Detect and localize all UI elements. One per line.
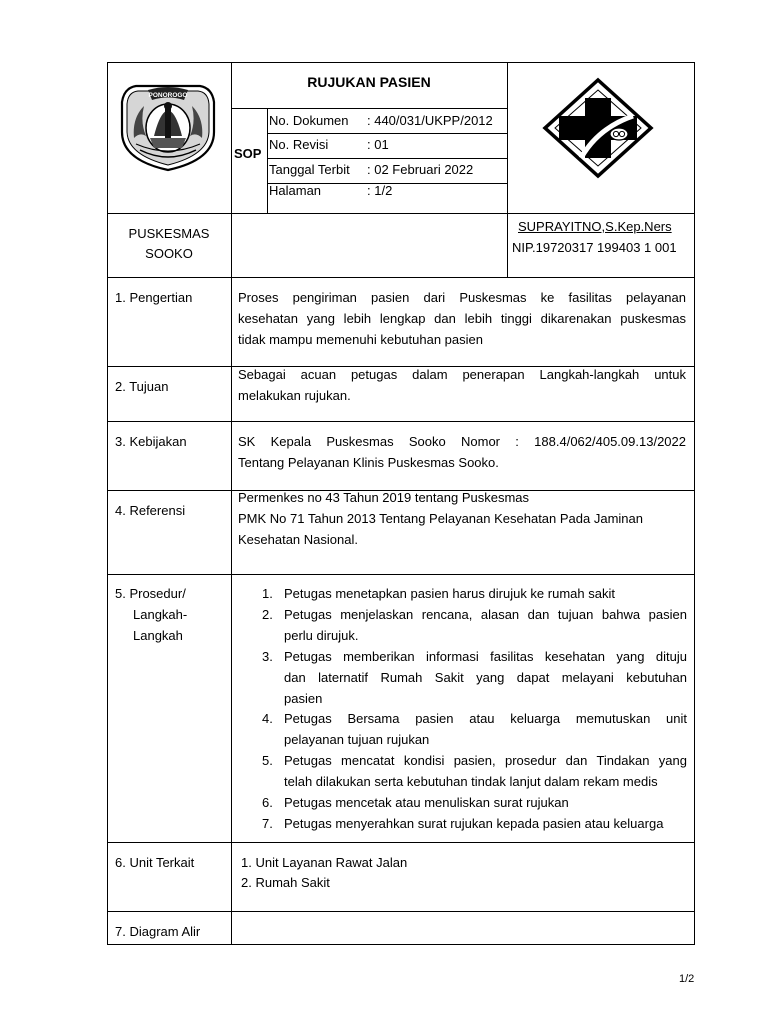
page-number: 1/2 [679, 973, 695, 985]
meta-label-revision: No. Revisi [269, 137, 329, 152]
document-title: RUJUKAN PASIEN [307, 74, 431, 90]
kebijakan-line-2: Tentang Pelayanan Klinis Puskesmas Sooko. [238, 455, 499, 470]
section-label-prosedur-line2: Langkah- [133, 607, 188, 622]
step-line: perlu dirujuk. [284, 628, 359, 643]
meta-value-document-number: : 440/031/UKPP/2012 [367, 113, 493, 128]
step-line: dan laternatif Rumah Sakit yang dapat melayani kebutuhan [284, 670, 687, 685]
meta-label-page: Halaman [269, 183, 322, 198]
referensi-line-1: Permenkes no 43 Tahun 2019 tentang Puskesmas [238, 490, 530, 505]
section-label-unit-terkait: 6. Unit Terkait [115, 855, 195, 870]
tujuan-line-1: Sebagai acuan petugas dalam penerapan Langkah-langkah untuk [238, 367, 686, 382]
pengertian-line-1: Proses pengiriman pasien dari Puskesmas ke fasilitas pelayanan [238, 290, 686, 305]
step-line: Petugas memberikan informasi fasilitas kesehatan yang dituju [284, 649, 687, 664]
step-number: 5. [262, 753, 273, 768]
ponorogo-emblem-logo [118, 80, 218, 172]
step-number: 4. [262, 711, 273, 726]
step-line: Petugas menyerahkan surat rujukan kepada pasien atau keluarga [284, 816, 664, 831]
step-line: pasien [284, 691, 323, 706]
logo-text: PONOROGO [148, 92, 188, 99]
section-label-tujuan: 2. Tujuan [115, 379, 169, 394]
step-line: pelayanan tujuan rujukan [284, 732, 430, 747]
section-label-pengertian: 1. Pengertian [115, 290, 193, 305]
step-number: 2. [262, 607, 273, 622]
signer-name: SUPRAYITNO,S.Kep.Ners [518, 219, 672, 234]
step-number: 7. [262, 816, 273, 831]
section-label-diagram-alir: 7. Diagram Alir [115, 924, 201, 939]
step-number: 1. [262, 586, 273, 601]
step-line: telah dilakukan serta kebutuhan tindak lanjut dalam rekam medis [284, 774, 658, 789]
section-label-referensi: 4. Referensi [115, 503, 186, 518]
org-name-line1: PUSKESMAS [128, 226, 210, 241]
section-label-prosedur: 5. Prosedur/ [115, 586, 186, 601]
pengertian-line-3: tidak mampu memenuhi kebutuhan pasien [238, 332, 483, 347]
step-line: Petugas mencetak atau menuliskan surat rujukan [284, 795, 569, 810]
sop-label: SOP [234, 146, 262, 161]
step-line: Petugas mencatat kondisi pasien, prosedur dan Tindakan yang [284, 753, 687, 768]
kebijakan-line-1: SK Kepala Puskesmas Sooko Nomor : 188.4/062/405.09.13/2022 [238, 434, 686, 449]
step-line: Petugas menjelaskan rencana, alasan dan tujuan bahwa pasien [284, 607, 687, 622]
step-line: Petugas Bersama pasien atau keluarga memutuskan unit [284, 711, 687, 726]
pengertian-line-2: kesehatan yang lebih lengkap dan lebih tinggi dikarenakan puskesmas [238, 311, 686, 326]
step-number: 3. [262, 649, 273, 664]
section-label-kebijakan: 3. Kebijakan [115, 434, 187, 449]
puskesmas-logo [541, 76, 655, 180]
unit-terkait-item: 1. Unit Layanan Rawat Jalan [241, 855, 408, 870]
org-name-line2: SOOKO [145, 246, 193, 261]
meta-value-revision: : 01 [367, 137, 389, 152]
step-line: Petugas menetapkan pasien harus dirujuk ke rumah sakit [284, 586, 615, 601]
referensi-line-2: PMK No 71 Tahun 2013 Tentang Pelayanan Kesehatan Pada Jaminan [238, 511, 643, 526]
meta-label-document-number: No. Dokumen [269, 113, 349, 128]
meta-label-issue-date: Tanggal Terbit [269, 162, 350, 177]
referensi-line-3: Kesehatan Nasional. [238, 532, 358, 547]
meta-value-page: : 1/2 [367, 183, 393, 198]
meta-value-issue-date: : 02 Februari 2022 [367, 162, 474, 177]
tujuan-line-2: melakukan rujukan. [238, 388, 351, 403]
step-number: 6. [262, 795, 273, 810]
unit-terkait-item: 2. Rumah Sakit [241, 875, 330, 890]
section-label-prosedur-line3: Langkah [133, 628, 183, 643]
signer-nip: NIP.19720317 199403 1 001 [512, 240, 677, 255]
